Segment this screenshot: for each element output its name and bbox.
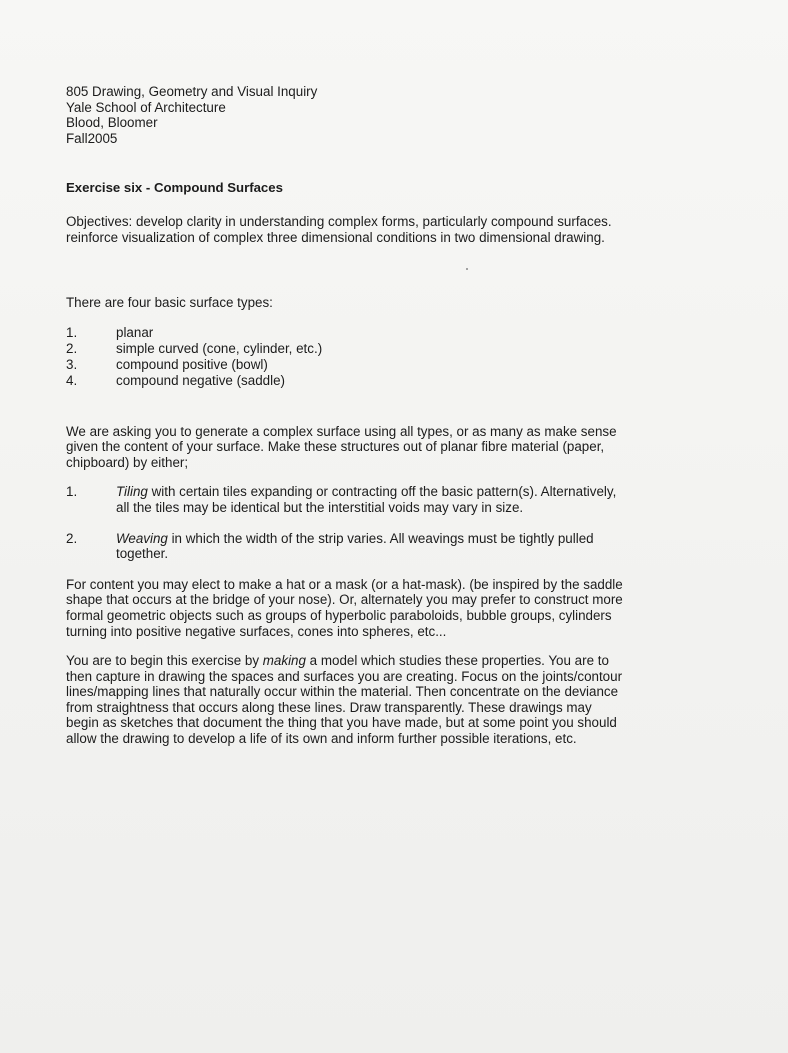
list-number: 1. xyxy=(66,324,78,340)
method-description: with certain tiles expanding or contracting off the basic pattern(s). Alternatively, all the tiles may be identical but the interstitial voids may vary in size. xyxy=(116,484,617,515)
list-text: simple curved (cone, cylinder, etc.) xyxy=(116,340,323,356)
list-number: 3. xyxy=(66,357,78,373)
list-number: 2. xyxy=(66,340,78,356)
method-term: Weaving xyxy=(116,530,168,546)
list-item xyxy=(66,373,626,389)
process-text-before: You are to begin this exercise by xyxy=(66,653,263,669)
list-item xyxy=(66,357,626,373)
exercise-heading: Exercise six - Compound Surfaces xyxy=(66,180,283,196)
document-header xyxy=(66,84,626,146)
content-paragraph: For content you may elect to make a hat or a mask (or a hat-mask). (be inspired by the saddle shape that occurs at the bridge of your nose). Or, alternately you may prefer to construct more formal geometric objects such as groups of hyperbolic paraboloids, bubble groups, cylinders turning into positive negative surfaces, cones into spheres, etc... xyxy=(66,576,623,639)
surface-types-intro: There are four basic surface types: xyxy=(66,295,273,311)
list-item xyxy=(66,325,626,341)
instructors: Blood, Bloomer xyxy=(66,115,158,131)
process-term: making xyxy=(262,653,306,669)
method-item xyxy=(66,484,626,515)
assignment-paragraph: We are asking you to generate a complex surface using all types, or as many as make sense given the content of your surface. Make these structures out of planar fibre material (paper, chipboard) by either; xyxy=(66,423,617,470)
process-text-after: a model which studies these properties. You are to then capture in drawing the spaces and surfaces you are creating. Focus on the joints/contour lines/mapping lines that naturally occur within the material. Then concentrate on the deviance from straightness that occurs along these lines. Draw transparently. These drawings may begin as sketches that document the thing that you have made, but at some point you should allow the drawing to develop a life of its own and inform further possible iterations, etc. xyxy=(66,653,623,747)
methods-list xyxy=(66,484,626,561)
method-text xyxy=(116,531,626,562)
list-text: compound negative (saddle) xyxy=(116,373,285,389)
method-number: 1. xyxy=(66,484,78,500)
term: Fall2005 xyxy=(66,130,118,146)
list-item xyxy=(66,341,626,357)
method-number: 2. xyxy=(66,530,78,546)
method-term: Tiling xyxy=(116,484,148,500)
list-text: compound positive (bowl) xyxy=(116,357,268,373)
objectives-paragraph: Objectives: develop clarity in understanding complex forms, particularly compound surfaces. reinforce visualization of complex three dimensional conditions in two dimensional drawing. xyxy=(66,213,612,245)
method-text xyxy=(116,484,626,515)
school-name: Yale School of Architecture xyxy=(66,99,226,115)
document-body xyxy=(66,84,626,747)
method-item xyxy=(66,531,626,562)
course-title: 805 Drawing, Geometry and Visual Inquiry xyxy=(66,84,318,99)
process-paragraph xyxy=(66,653,626,747)
surface-types-list xyxy=(66,325,626,390)
method-description: in which the width of the strip varies. All weavings must be tightly pulled together. xyxy=(116,530,594,562)
list-text: planar xyxy=(116,324,154,340)
list-number: 4. xyxy=(66,373,78,389)
